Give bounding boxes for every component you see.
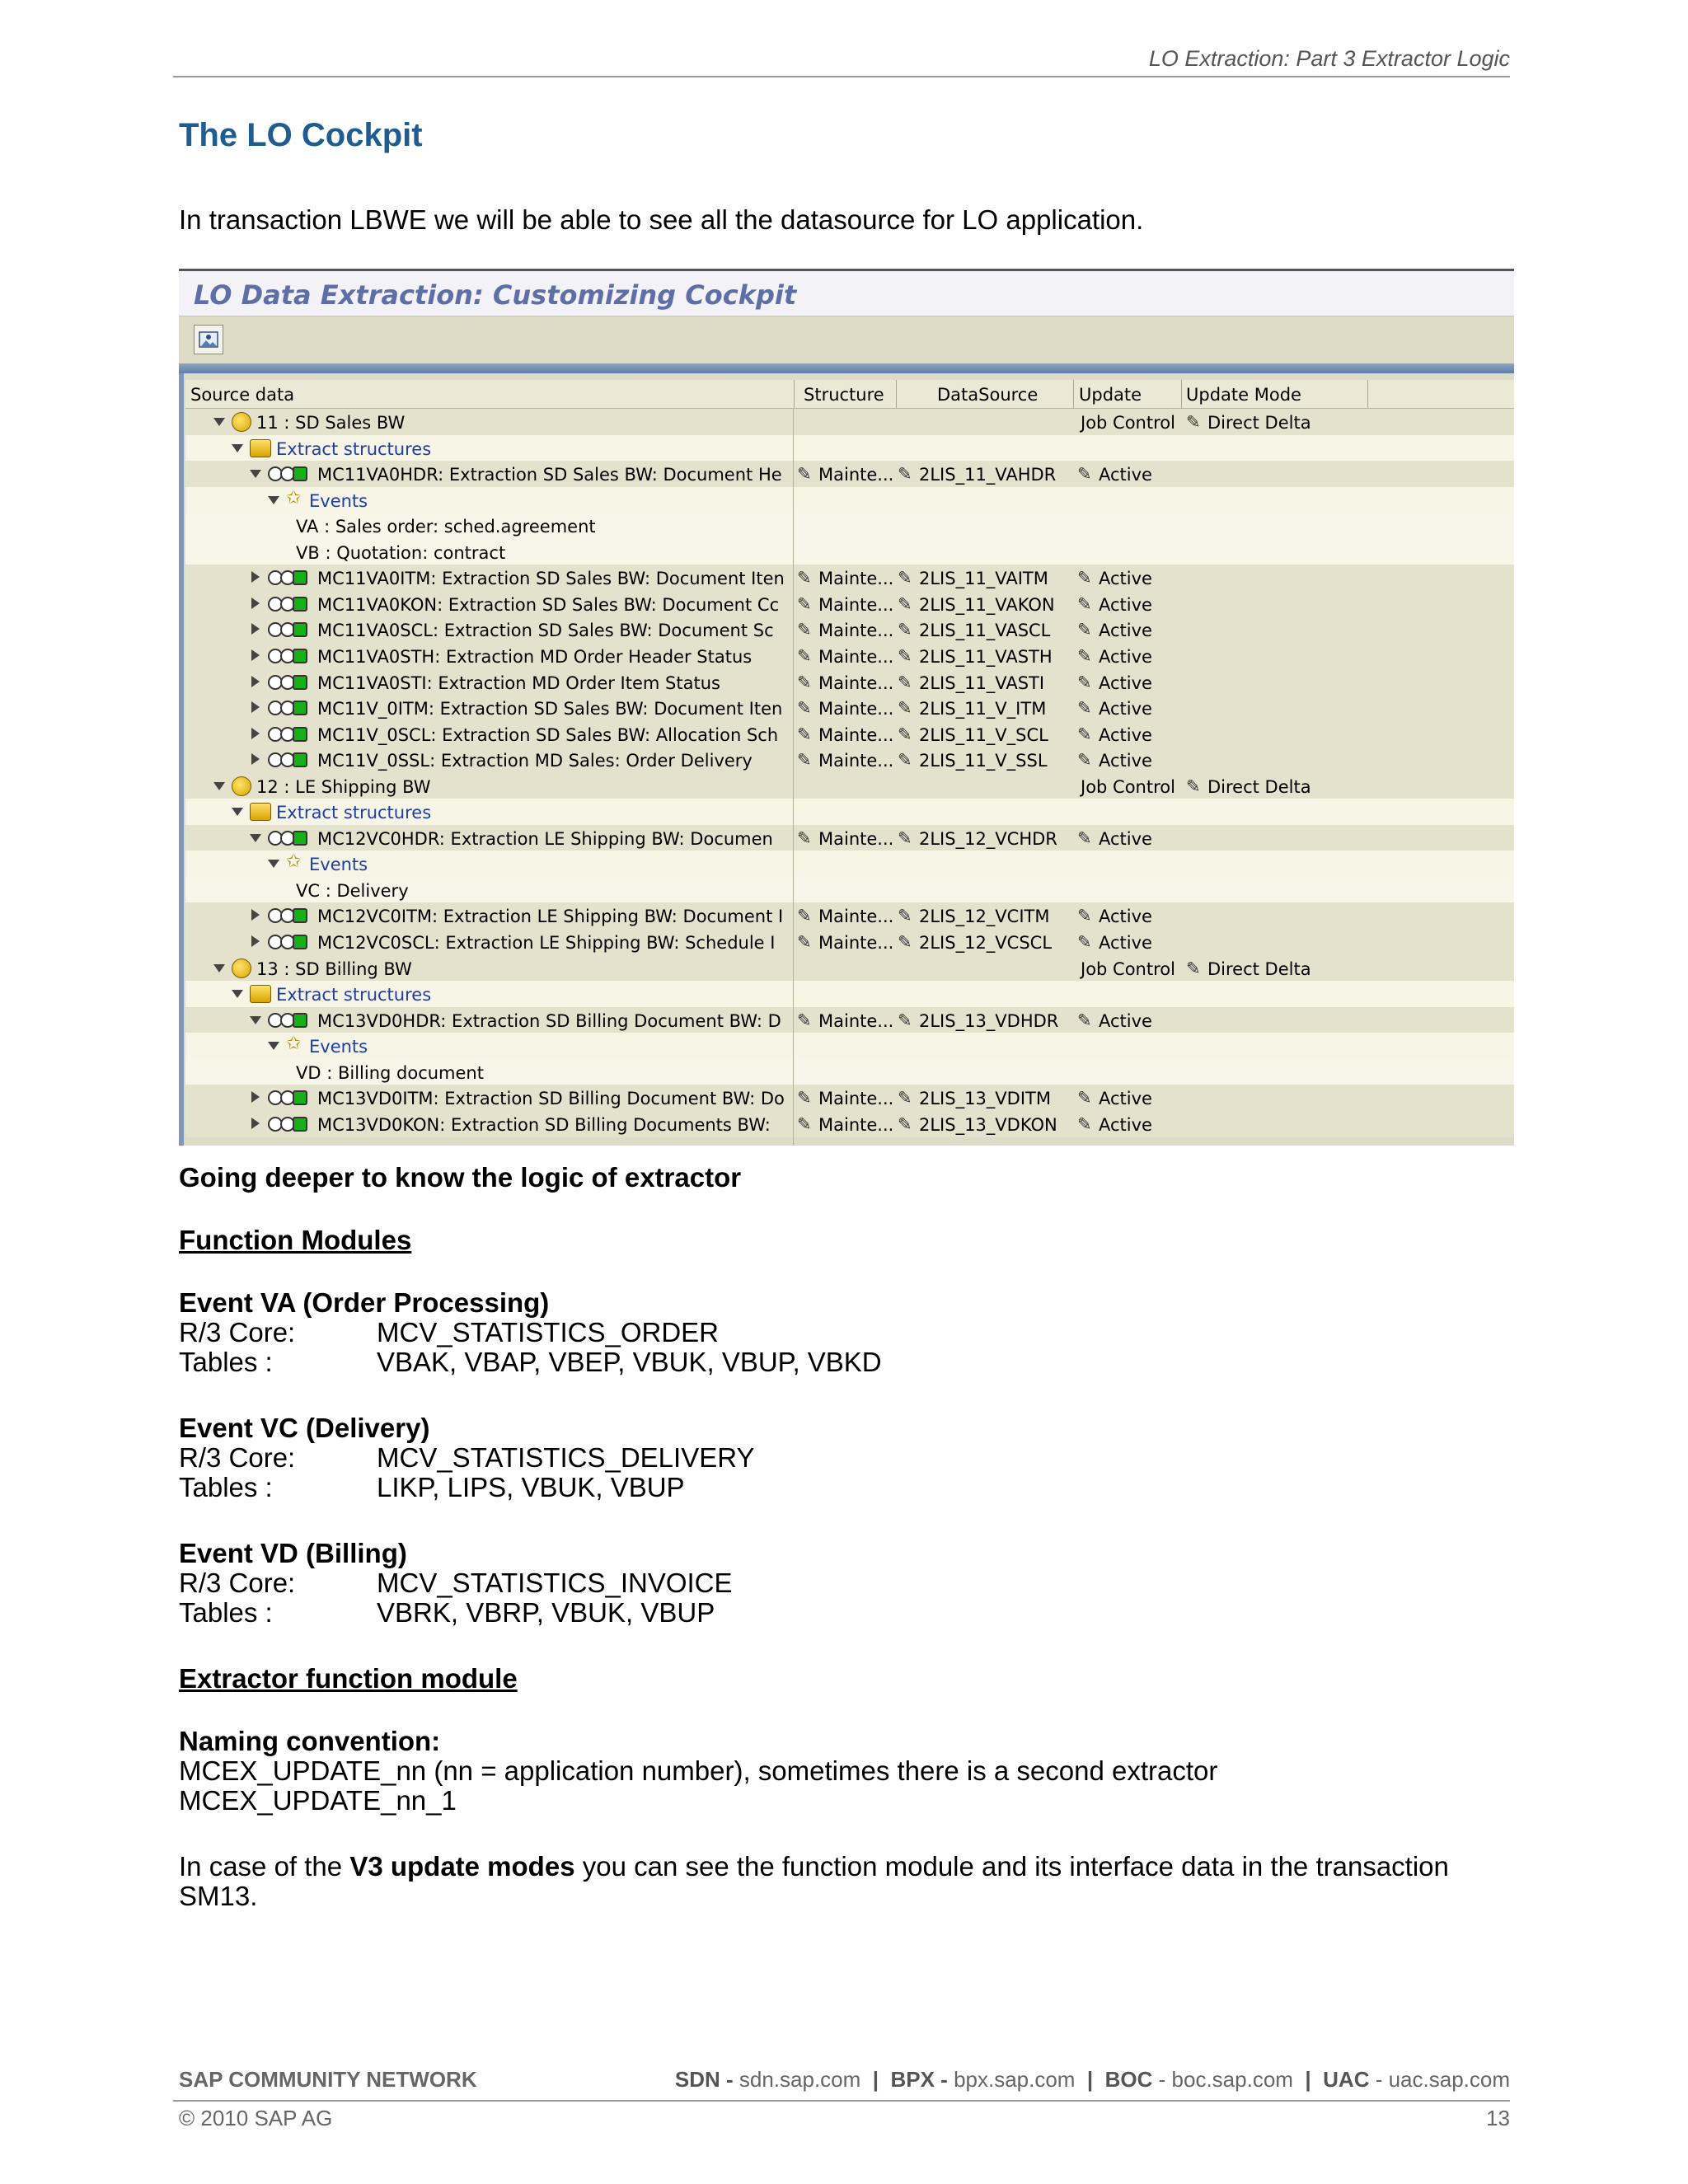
application-icon (232, 412, 251, 432)
expand-triangle-icon[interactable] (251, 598, 260, 609)
tree-row[interactable] (185, 591, 1514, 617)
tree-node-label: Extract structures (276, 803, 432, 823)
pencil-icon[interactable]: ✎ (1077, 1114, 1092, 1134)
tree-event-row[interactable] (185, 1059, 1514, 1085)
deeper-heading: Going deeper to know the logic of extractor (179, 1162, 742, 1193)
footer-sep: | (872, 2067, 879, 2092)
collapse-triangle-icon[interactable] (213, 418, 225, 426)
tree-node-label: VB : Quotation: contract (296, 543, 506, 563)
update-cell[interactable]: Job Control (1081, 413, 1175, 433)
expand-triangle-icon[interactable] (251, 1118, 260, 1129)
tree-node-label: 11 : SD Sales BW (256, 413, 406, 433)
event-va-core-label: R/3 Core: (179, 1317, 296, 1347)
pencil-icon[interactable]: ✎ (898, 828, 912, 848)
tree-node-label: MC11V_0SSL: Extraction MD Sales: Order Delivery (317, 751, 753, 771)
pencil-icon[interactable]: ✎ (797, 932, 812, 952)
tree-node-label: VC : Delivery (296, 881, 409, 901)
v3-paragraph (179, 1851, 1449, 1882)
tree-row[interactable] (185, 955, 1514, 982)
footer-sep: | (1305, 2067, 1311, 2092)
footer-uac-link[interactable]: - uac.sap.com (1369, 2067, 1510, 2092)
footer-sep: | (1086, 2067, 1094, 2092)
datasource-cell[interactable]: 2LIS_11_V_SCL (919, 725, 1048, 745)
collapse-triangle-icon[interactable] (232, 444, 243, 452)
event-star-icon: ✩ (286, 851, 302, 872)
intro-paragraph: In transaction LBWE we will be able to see all the datasource for LO application. (179, 204, 1144, 235)
status-chain-icon (268, 1117, 309, 1132)
column-update[interactable]: Update (1079, 385, 1142, 405)
event-va-core: MCV_STATISTICS_ORDER (377, 1317, 719, 1347)
pencil-icon[interactable]: ✎ (797, 724, 812, 744)
status-chain-icon (268, 649, 309, 663)
structure-cell[interactable]: Mainte... (818, 673, 894, 693)
expand-triangle-icon[interactable] (251, 1091, 260, 1103)
structure-cell[interactable]: Mainte... (818, 621, 894, 640)
extractor-heading: Extractor function module (179, 1663, 518, 1694)
datasource-cell[interactable]: 2LIS_11_V_SSL (919, 751, 1048, 771)
page-number: 13 (1486, 2106, 1510, 2130)
pencil-icon[interactable]: ✎ (797, 620, 812, 640)
tree-node-label: MC11V_0ITM: Extraction SD Sales BW: Document Iten (317, 699, 783, 719)
pencil-icon[interactable]: ✎ (898, 464, 912, 484)
event-vd-core-label: R/3 Core: (179, 1568, 296, 1598)
pencil-icon[interactable]: ✎ (898, 1088, 912, 1108)
footer-rule (173, 2100, 1510, 2102)
status-chain-icon (268, 675, 309, 690)
collapse-triangle-icon[interactable] (213, 964, 225, 972)
structure-cell[interactable]: Mainte... (818, 751, 894, 771)
tree-node-label: MC13VD0ITM: Extraction SD Billing Document BW: Do (317, 1089, 785, 1108)
event-vc-core: MCV_STATISTICS_DELIVERY (377, 1442, 755, 1473)
pencil-icon[interactable]: ✎ (1077, 698, 1092, 718)
datasource-cell[interactable]: 2LIS_13_VDITM (919, 1089, 1051, 1108)
pencil-icon[interactable]: ✎ (1077, 906, 1092, 926)
tree-column-divider (793, 409, 794, 1146)
pencil-icon[interactable]: ✎ (797, 698, 812, 718)
event-vc-tables-label: Tables : (179, 1472, 273, 1502)
tree-node-label: MC13VD0KON: Extraction SD Billing Documents BW: (317, 1115, 771, 1135)
pencil-icon[interactable]: ✎ (797, 646, 812, 666)
structure-cell[interactable]: Mainte... (818, 647, 894, 667)
pencil-icon[interactable]: ✎ (1077, 620, 1092, 640)
update-cell[interactable]: Active (1099, 829, 1152, 849)
collapse-triangle-icon[interactable] (268, 496, 279, 504)
expand-triangle-icon[interactable] (251, 676, 260, 687)
naming-heading: Naming convention: (179, 1726, 441, 1756)
pencil-icon[interactable]: ✎ (797, 906, 812, 926)
collapse-triangle-icon[interactable] (213, 782, 225, 790)
update-cell[interactable]: Job Control (1081, 959, 1175, 979)
pencil-icon[interactable]: ✎ (898, 594, 912, 614)
event-vd-tables-label: Tables : (179, 1597, 273, 1628)
screenshot-toolbar (179, 316, 1514, 364)
footer-boc-link[interactable]: - boc.sap.com (1152, 2067, 1293, 2092)
tree-row[interactable] (185, 825, 1514, 851)
pencil-icon[interactable]: ✎ (797, 594, 812, 614)
expand-triangle-icon[interactable] (251, 623, 260, 635)
expand-triangle-icon[interactable] (251, 728, 260, 739)
event-vd-core: MCV_STATISTICS_INVOICE (377, 1568, 733, 1598)
update-cell[interactable]: Active (1099, 465, 1152, 485)
pencil-icon[interactable]: ✎ (797, 750, 812, 770)
tree-row[interactable] (185, 1111, 1514, 1137)
tree-node-label: MC11VA0KON: Extraction SD Sales BW: Document Cc (317, 595, 780, 615)
expand-triangle-icon[interactable] (251, 571, 260, 583)
datasource-cell[interactable]: 2LIS_13_VDHDR (919, 1011, 1059, 1031)
datasource-cell[interactable]: 2LIS_11_VASTH (919, 647, 1053, 667)
window-title: LO Data Extraction: Customizing Cockpit (194, 279, 797, 311)
update-cell[interactable]: Active (1099, 699, 1152, 719)
structure-cell[interactable]: Mainte... (818, 933, 894, 953)
expand-triangle-icon[interactable] (251, 753, 260, 765)
v3-text-bold: V3 update modes (349, 1851, 575, 1882)
datasource-cell[interactable]: 2LIS_11_VAITM (919, 569, 1048, 588)
collapse-triangle-icon[interactable] (232, 990, 243, 998)
tree-row[interactable] (185, 461, 1514, 487)
status-chain-icon (268, 570, 309, 585)
pencil-icon[interactable]: ✎ (898, 932, 912, 952)
tree-node-label: MC11V_0SCL: Extraction SD Sales BW: Allocation Sch (317, 725, 779, 745)
tree-row[interactable] (185, 851, 1514, 877)
tree-row[interactable] (185, 487, 1514, 513)
pencil-icon[interactable]: ✎ (797, 673, 812, 692)
structure-cell[interactable]: Mainte... (818, 465, 894, 485)
tree-row[interactable] (185, 616, 1514, 643)
column-datasource[interactable]: DataSource (937, 385, 1039, 405)
event-vc-title: Event VC (Delivery) (179, 1413, 430, 1443)
status-chain-icon (268, 597, 309, 612)
footer-network: SAP COMMUNITY NETWORK (179, 2067, 477, 2092)
update-cell[interactable]: Active (1099, 1011, 1152, 1031)
status-chain-icon (268, 908, 309, 923)
tree-node-label: Events (309, 491, 368, 511)
expand-triangle-icon[interactable] (251, 935, 260, 947)
status-chain-icon (268, 752, 309, 767)
collapse-triangle-icon[interactable] (268, 860, 279, 868)
tree-row[interactable] (185, 747, 1514, 773)
pencil-icon[interactable]: ✎ (898, 750, 912, 770)
datasource-cell[interactable]: 2LIS_12_VCSCL (919, 933, 1053, 953)
collapse-triangle-icon[interactable] (232, 808, 243, 816)
tree-node-label: Events (309, 855, 368, 874)
event-vc-core-label: R/3 Core: (179, 1442, 296, 1473)
status-chain-icon (268, 727, 309, 742)
update-cell[interactable]: Active (1099, 647, 1152, 667)
pencil-icon[interactable]: ✎ (898, 724, 912, 744)
datasource-cell[interactable]: 2LIS_11_VAHDR (919, 465, 1057, 485)
tree-node-label: MC13VD0HDR: Extraction SD Billing Document BW: D (317, 1011, 781, 1031)
header-rule (173, 76, 1510, 77)
pencil-icon[interactable]: ✎ (898, 1010, 912, 1030)
pencil-icon[interactable]: ✎ (898, 620, 912, 640)
screenshot-blue-bar (179, 363, 1514, 373)
tree-row[interactable] (185, 1033, 1514, 1059)
pencil-icon[interactable]: ✎ (898, 906, 912, 926)
screenshot-titlebar (179, 271, 1514, 316)
naming-line-2: MCEX_UPDATE_nn_1 (179, 1785, 457, 1816)
v3-text-before: In case of the (179, 1851, 350, 1882)
footer-bpx-label: BPX - (890, 2067, 954, 2092)
expand-triangle-icon[interactable] (251, 909, 260, 921)
tree-node-label: VD : Billing document (296, 1063, 484, 1083)
v3-text-after: you can see the function module and its interface data in the transaction (574, 1851, 1449, 1882)
tree-row[interactable] (185, 669, 1514, 696)
tree-node-label: MC11VA0STH: Extraction MD Order Header Status (317, 647, 753, 667)
pencil-icon[interactable]: ✎ (797, 1088, 812, 1108)
update-cell[interactable]: Active (1099, 595, 1152, 615)
pencil-icon[interactable]: ✎ (898, 646, 912, 666)
datasource-cell[interactable]: 2LIS_13_VDKON (919, 1115, 1057, 1135)
pencil-icon[interactable]: ✎ (797, 568, 812, 588)
collapse-triangle-icon[interactable] (268, 1042, 279, 1050)
tree-row[interactable] (185, 565, 1514, 591)
tree-row[interactable] (185, 409, 1514, 435)
structure-cell[interactable]: Mainte... (818, 829, 894, 849)
pencil-icon[interactable]: ✎ (898, 673, 912, 692)
column-update-mode[interactable]: Update Mode (1186, 385, 1301, 405)
tree-row[interactable] (185, 929, 1514, 955)
pencil-icon[interactable]: ✎ (1186, 412, 1201, 432)
image-icon[interactable] (194, 325, 223, 354)
tree-row[interactable] (185, 981, 1514, 1007)
event-va-tables-label: Tables : (179, 1347, 273, 1377)
v3-paragraph-line-2: SM13. (179, 1881, 258, 1911)
extract-structure-icon (250, 803, 271, 821)
pencil-icon[interactable]: ✎ (1077, 1088, 1092, 1108)
status-chain-icon (268, 622, 309, 637)
footer-uac-label: UAC (1323, 2067, 1370, 2092)
tree-node-label: MC11VA0HDR: Extraction SD Sales BW: Document He (317, 465, 782, 485)
pencil-icon[interactable]: ✎ (1077, 568, 1092, 588)
event-star-icon: ✩ (286, 1033, 302, 1054)
footer-copyright: © 2010 SAP AG (179, 2106, 333, 2130)
tree-row[interactable] (185, 643, 1514, 669)
footer-sdn-label: SDN - (674, 2067, 739, 2092)
datasource-cell[interactable]: 2LIS_12_VCHDR (919, 829, 1057, 849)
pencil-icon[interactable]: ✎ (1077, 932, 1092, 952)
pencil-icon[interactable]: ✎ (1077, 1010, 1092, 1030)
pencil-icon[interactable]: ✎ (797, 1114, 812, 1134)
pencil-icon[interactable]: ✎ (1077, 646, 1092, 666)
update-cell[interactable]: Active (1099, 907, 1152, 926)
lo-cockpit-screenshot (179, 269, 1514, 1146)
event-vc-tables: LIKP, LIPS, VBUK, VBUP (377, 1472, 685, 1502)
update-cell[interactable]: Active (1099, 725, 1152, 745)
extract-structure-icon (250, 439, 271, 457)
tree-node-label: MC11VA0SCL: Extraction SD Sales BW: Document Sc (317, 621, 774, 640)
pencil-icon[interactable]: ✎ (1077, 464, 1092, 484)
section-title: The LO Cockpit (179, 117, 423, 153)
event-va-title: Event VA (Order Processing) (179, 1287, 550, 1318)
pencil-icon[interactable]: ✎ (797, 464, 812, 484)
structure-cell[interactable]: Mainte... (818, 1089, 894, 1108)
update-cell[interactable]: Active (1099, 1115, 1152, 1135)
update-mode-cell[interactable]: Direct Delta (1207, 959, 1311, 979)
column-structure[interactable]: Structure (804, 385, 884, 405)
structure-cell[interactable]: Mainte... (818, 1011, 894, 1031)
pencil-icon[interactable]: ✎ (1077, 828, 1092, 848)
tree-row[interactable] (185, 902, 1514, 929)
tree-node-label: MC11VA0STI: Extraction MD Order Item Status (317, 673, 720, 693)
datasource-cell[interactable]: 2LIS_11_VASCL (919, 621, 1051, 640)
expand-triangle-icon[interactable] (251, 649, 260, 661)
footer-boc-label: BOC (1104, 2067, 1153, 2092)
pencil-icon[interactable]: ✎ (1077, 594, 1092, 614)
tree-node-label: Extract structures (276, 985, 432, 1005)
update-mode-cell[interactable]: Direct Delta (1207, 413, 1311, 433)
structure-cell[interactable]: Mainte... (818, 699, 894, 719)
event-vd-title: Event VD (Billing) (179, 1538, 407, 1568)
footer-links (675, 2067, 1510, 2093)
pencil-icon[interactable]: ✎ (898, 1114, 912, 1134)
tree-event-row[interactable] (185, 513, 1514, 539)
update-mode-cell[interactable]: Direct Delta (1207, 777, 1311, 797)
collapse-triangle-icon[interactable] (250, 834, 261, 842)
structure-cell[interactable]: Mainte... (818, 1115, 894, 1135)
tree-row[interactable] (185, 1007, 1514, 1033)
column-source-data[interactable]: Source data (190, 385, 295, 405)
structure-cell[interactable]: Mainte... (818, 595, 894, 615)
expand-triangle-icon[interactable] (251, 701, 260, 713)
tree-event-row[interactable] (185, 539, 1514, 565)
tree-node-label: MC11VA0ITM: Extraction SD Sales BW: Document Iten (317, 569, 785, 588)
update-cell[interactable]: Active (1099, 569, 1152, 588)
pencil-icon[interactable]: ✎ (898, 568, 912, 588)
event-vd-tables: VBRK, VBRP, VBUK, VBUP (377, 1597, 715, 1628)
tree-node-label: VA : Sales order: sched.agreement (296, 517, 596, 537)
tree-row[interactable] (185, 435, 1514, 462)
update-cell[interactable]: Active (1099, 673, 1152, 693)
tree-row[interactable] (185, 695, 1514, 721)
naming-line-1: MCEX_UPDATE_nn (nn = application number), sometimes there is a second extractor (179, 1755, 1218, 1786)
structure-cell[interactable]: Mainte... (818, 569, 894, 588)
pencil-icon[interactable]: ✎ (797, 828, 812, 848)
update-cell[interactable]: Job Control (1081, 777, 1175, 797)
pencil-icon[interactable]: ✎ (797, 1010, 812, 1030)
datasource-cell[interactable]: 2LIS_12_VCITM (919, 907, 1050, 926)
screenshot-left-bar (179, 373, 184, 1146)
tree-event-row[interactable] (185, 877, 1514, 903)
footer-sdn-link[interactable]: sdn.sap.com (738, 2067, 861, 2092)
structure-cell[interactable]: Mainte... (818, 907, 894, 926)
tree-row[interactable] (185, 799, 1514, 825)
structure-cell[interactable]: Mainte... (818, 725, 894, 745)
tree-column-header (185, 380, 1514, 409)
pencil-icon[interactable]: ✎ (1186, 776, 1201, 796)
tree-node-label: MC12VC0HDR: Extraction LE Shipping BW: Documen (317, 829, 773, 849)
tree-node-label: MC12VC0SCL: Extraction LE Shipping BW: Schedule I (317, 933, 776, 953)
function-modules-heading: Function Modules (179, 1225, 412, 1255)
update-cell[interactable]: Active (1099, 751, 1152, 771)
application-icon (232, 776, 251, 796)
status-chain-icon (268, 701, 309, 715)
datasource-cell[interactable]: 2LIS_11_VAKON (919, 595, 1055, 615)
status-chain-icon (268, 935, 309, 949)
pencil-icon[interactable]: ✎ (1077, 673, 1092, 692)
collapse-triangle-icon[interactable] (250, 470, 261, 478)
tree-node-label: Events (309, 1037, 368, 1057)
status-chain-icon (268, 1090, 309, 1105)
application-icon (232, 958, 251, 978)
status-chain-icon (268, 466, 309, 481)
tree-node-label: 13 : SD Billing BW (256, 959, 412, 979)
tree-row[interactable] (185, 1085, 1514, 1111)
footer-bpx-link[interactable]: bpx.sap.com (954, 2067, 1076, 2092)
status-chain-icon (268, 831, 309, 846)
extract-structure-icon (250, 985, 271, 1003)
tree-node-label: MC12VC0ITM: Extraction LE Shipping BW: Document I (317, 907, 784, 926)
event-va-tables: VBAK, VBAP, VBEP, VBUK, VBUP, VBKD (377, 1347, 882, 1377)
datasource-cell[interactable]: 2LIS_11_VASTI (919, 673, 1045, 693)
tree-node-label: Extract structures (276, 439, 432, 459)
tree-node-label: 12 : LE Shipping BW (256, 777, 431, 797)
update-cell[interactable]: Active (1099, 933, 1152, 953)
event-star-icon: ✩ (286, 488, 302, 509)
running-header: LO Extraction: Part 3 Extractor Logic (1148, 46, 1510, 71)
update-cell[interactable]: Active (1099, 1089, 1152, 1108)
pencil-icon[interactable]: ✎ (1077, 724, 1092, 744)
collapse-triangle-icon[interactable] (250, 1016, 261, 1024)
tree-row[interactable] (185, 721, 1514, 748)
status-chain-icon (268, 1013, 309, 1028)
tree-row[interactable] (185, 773, 1514, 799)
datasource-cell[interactable]: 2LIS_11_V_ITM (919, 699, 1047, 719)
update-cell[interactable]: Active (1099, 621, 1152, 640)
pencil-icon[interactable]: ✎ (1186, 958, 1201, 978)
pencil-icon[interactable]: ✎ (1077, 750, 1092, 770)
pencil-icon[interactable]: ✎ (898, 698, 912, 718)
